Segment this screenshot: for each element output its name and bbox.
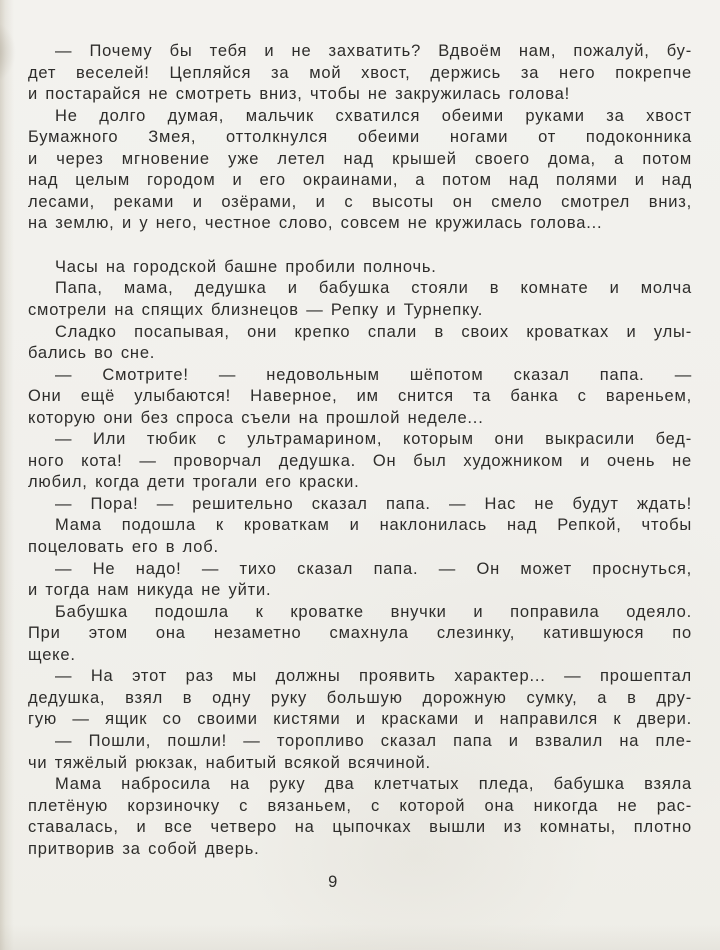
paragraph xyxy=(28,322,692,365)
text-line: ного кота! — проворчал дедушка. Он был художником и очень не xyxy=(28,451,692,470)
paragraph xyxy=(28,106,692,235)
text-line: — На этот раз мы должны проявить характер... — прошептал xyxy=(55,667,692,686)
text-line: — Смотрите! — недовольным шёпотом сказал папа. — xyxy=(55,365,692,384)
text-line: Они ещё улыбаются! Наверное, им снится та банка с вареньем, xyxy=(28,387,692,406)
text-line: гую — ящик со своими кистями и красками и направился к двери. xyxy=(28,710,692,729)
text-line: и постарайся не смотреть вниз, чтобы не закружилась голова! xyxy=(28,85,571,104)
text-line: — Не надо! — тихо сказал папа. — Он может проснуться, xyxy=(55,559,692,578)
text-line: дедушка, взял в одну руку большую дорожную сумку, а в дру- xyxy=(28,688,692,707)
binding-edge-shadow xyxy=(0,0,14,950)
text-line: чи тяжёлый рюкзак, набитый всякой всячиной. xyxy=(28,753,431,772)
text-line: лесами, реками и озёрами, и с высоты он смело смотрел вниз, xyxy=(28,192,692,211)
paragraph xyxy=(28,602,692,667)
text-line: ставалась, и все четверо на цыпочках вышли из комнаты, плотно xyxy=(28,818,692,837)
text-line: — Пошли, пошли! — торопливо сказал папа и взвалил на пле- xyxy=(55,731,692,750)
scan-bottom-shading xyxy=(0,924,720,950)
text-line: притворив за собой дверь. xyxy=(28,839,260,858)
paragraph xyxy=(28,257,692,279)
paragraph xyxy=(28,41,692,106)
paragraph xyxy=(28,666,692,731)
text-line: дет веселей! Цепляйся за мой хвост, держись за него покрепче xyxy=(28,63,692,82)
text-line: — Почему бы тебя и не захватить? Вдвоём нам, пожалуй, бу- xyxy=(55,42,692,60)
text-line: плетёную корзиночку с вязаньем, с которой она никогда не рас- xyxy=(28,796,692,815)
text-line: Сладко посапывая, они крепко спали в своих кроватках и улы- xyxy=(55,322,692,341)
text-line: любил, когда дети трогали его краски. xyxy=(28,473,360,492)
text-line: Бабушка подошла к кроватке внучки и поправила одеяло. xyxy=(55,602,692,621)
text-line: Мама подошла к кроваткам и наклонилась над Репкой, чтобы xyxy=(55,516,692,535)
text-line: щеке. xyxy=(28,645,76,664)
text-line: Часы на городской башне пробили полночь. xyxy=(55,257,437,276)
text-line: и через мгновение уже летел над крышей своего дома, а потом xyxy=(28,149,692,168)
paragraph xyxy=(28,429,692,494)
text-line: смотрели на спящих близнецов — Репку и Турнепку. xyxy=(28,301,484,320)
text-line: — Или тюбик с ультрамарином, которым они выкрасили бед- xyxy=(55,430,692,449)
paragraph xyxy=(28,494,692,516)
text-line: которую они без спроса съели на прошлой неделе... xyxy=(28,408,484,427)
text-line: на землю, и у него, честное слово, совсем не кружилась голова... xyxy=(28,214,603,233)
text-line: Не долго думая, мальчик схватился обеими руками за хвост xyxy=(55,106,692,125)
text-line: При этом она незаметно смахнула слезинку, катившуюся по xyxy=(28,624,692,643)
section-gap xyxy=(28,235,692,257)
paragraph xyxy=(28,278,692,321)
text-line: бались во сне. xyxy=(28,344,156,363)
text-line: Бумажного Змея, оттолкнулся обеими ногами от подоконника xyxy=(28,128,692,147)
text-line: поцеловать его в лоб. xyxy=(28,538,219,557)
paragraph xyxy=(28,559,692,602)
scan-corner-smudge xyxy=(0,22,16,82)
text-line: — Пора! — решительно сказал папа. — Нас не будут ждать! xyxy=(55,494,692,513)
page-number: 9 xyxy=(328,873,338,891)
paragraph xyxy=(28,731,692,774)
text-line: Папа, мама, дедушка и бабушка стояли в комнате и молча xyxy=(55,279,692,298)
page-text xyxy=(28,41,692,860)
text-line: Мама набросила на руку два клетчатых пледа, бабушка взяла xyxy=(55,775,692,794)
text-line: над целым городом и его окраинами, а потом над полями и над xyxy=(28,171,692,190)
paragraph xyxy=(28,515,692,558)
paragraph xyxy=(28,774,692,860)
text-line: и тогда нам никуда не уйти. xyxy=(28,581,272,600)
paragraph xyxy=(28,365,692,430)
